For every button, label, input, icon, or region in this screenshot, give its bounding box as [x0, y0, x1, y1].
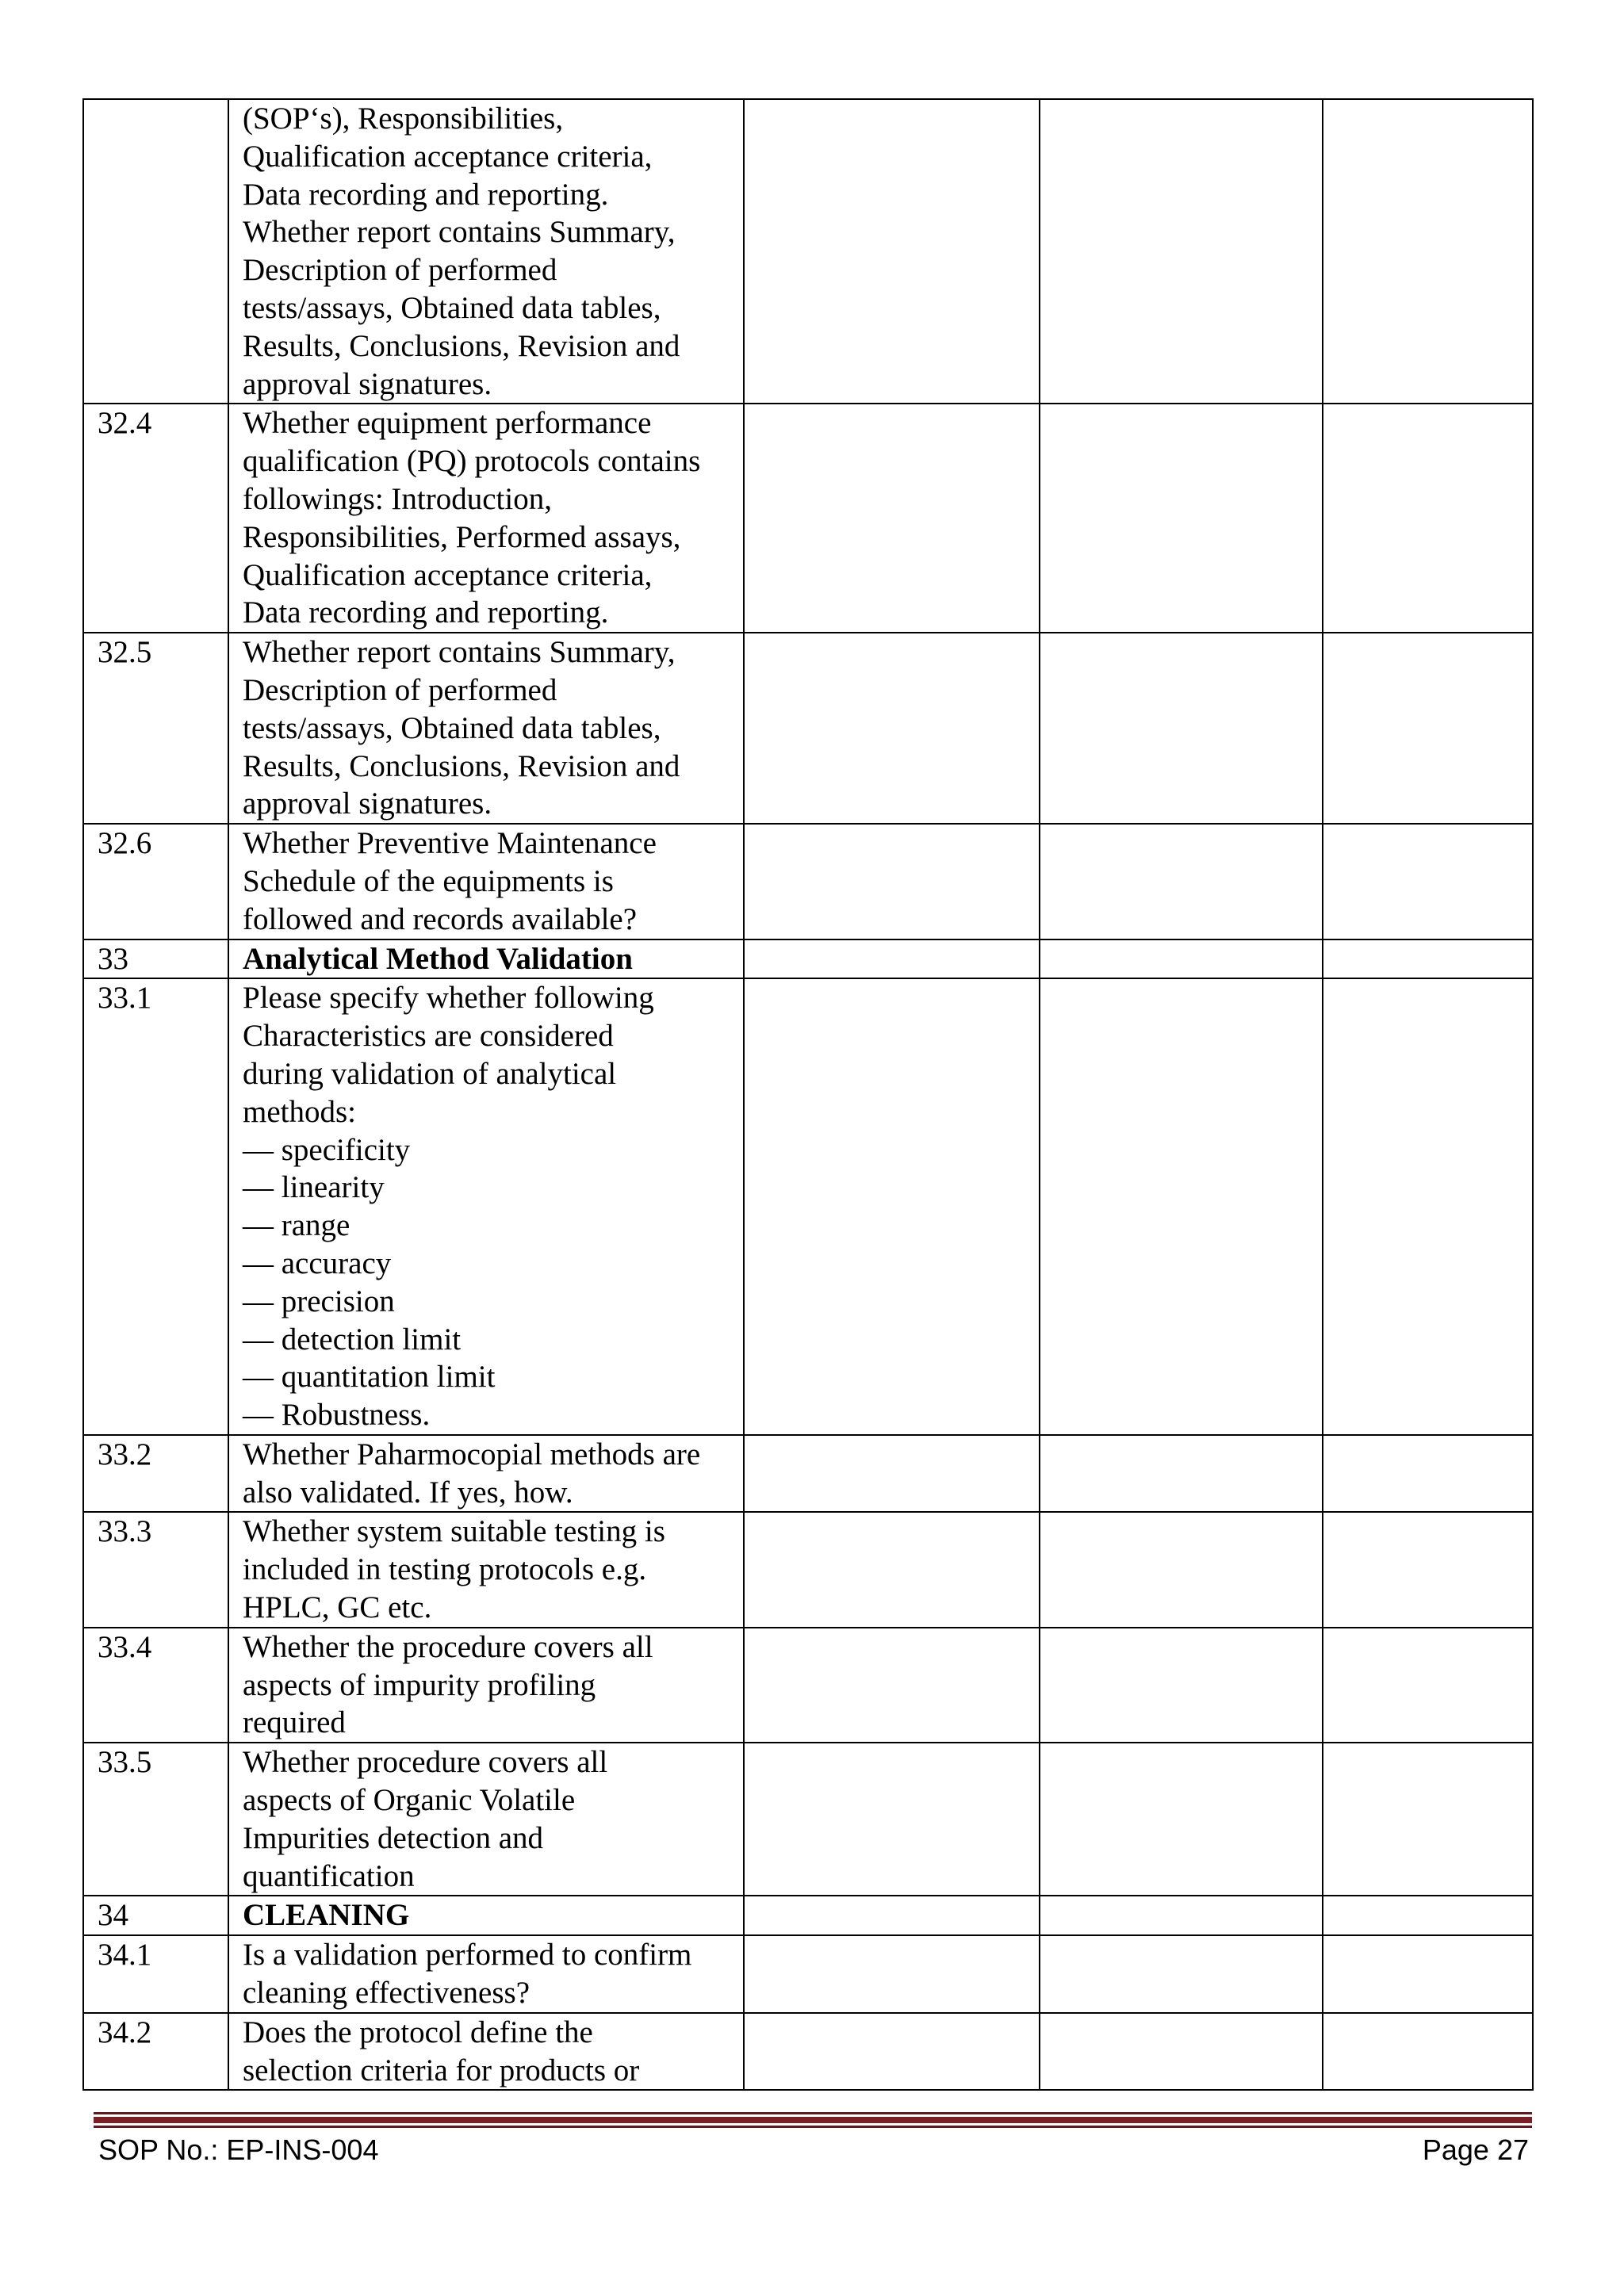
response-cell	[1323, 824, 1533, 939]
table-row	[83, 633, 1533, 824]
response-cell	[744, 1935, 1040, 2013]
row-item-text: Whether procedure covers all aspects of Organic Volatile Impurities detection and quantification	[228, 1743, 744, 1896]
row-item-text: Please specify whether following Characteristics are considered during validation of analytical methods: — specificity — linearity — range — accuracy — precision — detection limit — quantitation limit — Robustness.	[228, 978, 744, 1435]
response-cell	[744, 99, 1040, 404]
table-row	[83, 978, 1533, 1435]
response-cell	[744, 2013, 1040, 2091]
response-cell	[1323, 2013, 1533, 2091]
footer-rule-thick	[94, 2117, 1532, 2123]
response-cell	[744, 978, 1040, 1435]
response-cell	[1323, 1512, 1533, 1627]
row-item-text: Whether equipment performance qualification (PQ) protocols contains followings: Introduction, Responsibilities, Performed assays, Qualification acceptance criteria, Data recording and reporting.	[228, 404, 744, 633]
sop-number: SOP No.: EP-INS-004	[98, 2133, 379, 2166]
response-cell	[1040, 2013, 1323, 2091]
checklist-body	[83, 99, 1533, 2090]
response-cell	[744, 1743, 1040, 1896]
table-row	[83, 1512, 1533, 1627]
response-cell	[1323, 1435, 1533, 1513]
section-heading: Analytical Method Validation	[228, 939, 744, 979]
response-cell	[744, 633, 1040, 824]
response-cell	[1323, 1628, 1533, 1743]
response-cell	[1323, 939, 1533, 979]
response-cell	[1323, 633, 1533, 824]
row-item-text: Whether system suitable testing is included in testing protocols e.g. HPLC, GC etc.	[228, 1512, 744, 1627]
section-row	[83, 939, 1533, 979]
table-row	[83, 824, 1533, 939]
row-number: 33.3	[83, 1512, 228, 1627]
row-item-text: Whether the procedure covers all aspects of impurity profiling required	[228, 1628, 744, 1743]
response-cell	[1040, 824, 1323, 939]
response-cell	[1040, 1743, 1323, 1896]
row-number: 34.2	[83, 2013, 228, 2091]
row-number: 33.1	[83, 978, 228, 1435]
response-cell	[744, 1896, 1040, 1935]
row-item-text: Whether report contains Summary, Description of performed tests/assays, Obtained data tables, Results, Conclusions, Revision and approval signatures.	[228, 633, 744, 824]
response-cell	[744, 824, 1040, 939]
response-cell	[744, 1628, 1040, 1743]
row-number: 34.1	[83, 1935, 228, 2013]
response-cell	[1323, 404, 1533, 633]
response-cell	[1323, 1743, 1533, 1896]
response-cell	[1040, 939, 1323, 979]
footer-rule-bottom	[94, 2126, 1532, 2128]
response-cell	[1040, 404, 1323, 633]
row-item-text: Is a validation performed to confirm cleaning effectiveness?	[228, 1935, 744, 2013]
section-heading: CLEANING	[228, 1896, 744, 1935]
row-number: 33	[83, 939, 228, 979]
response-cell	[744, 404, 1040, 633]
response-cell	[1323, 1935, 1533, 2013]
checklist-table	[82, 98, 1534, 2091]
table-row	[83, 99, 1533, 404]
row-number: 33.5	[83, 1743, 228, 1896]
row-item-text: Whether Paharmocopial methods are also validated. If yes, how.	[228, 1435, 744, 1513]
table-row	[83, 1743, 1533, 1896]
table-row	[83, 2013, 1533, 2091]
response-cell	[1040, 1512, 1323, 1627]
response-cell	[1040, 1935, 1323, 2013]
row-number: 32.4	[83, 404, 228, 633]
row-number: 34	[83, 1896, 228, 1935]
table-row	[83, 1935, 1533, 2013]
response-cell	[1040, 99, 1323, 404]
row-number: 33.4	[83, 1628, 228, 1743]
response-cell	[1040, 1896, 1323, 1935]
response-cell	[1040, 1435, 1323, 1513]
response-cell	[744, 939, 1040, 979]
response-cell	[1323, 99, 1533, 404]
response-cell	[1040, 1628, 1323, 1743]
response-cell	[1040, 978, 1323, 1435]
response-cell	[744, 1435, 1040, 1513]
footer-rule-top	[94, 2112, 1532, 2114]
response-cell	[1323, 1896, 1533, 1935]
row-item-text: Whether Preventive Maintenance Schedule of the equipments is followed and records available?	[228, 824, 744, 939]
row-number: 32.5	[83, 633, 228, 824]
row-number	[83, 99, 228, 404]
row-number: 33.2	[83, 1435, 228, 1513]
response-cell	[744, 1512, 1040, 1627]
row-item-text: (SOP‘s), Responsibilities, Qualification acceptance criteria, Data recording and reporting. Whether report contains Summary, Description of performed tests/assays, Obtained data tables, Results, Conclusions, Revision and approval signatures.	[228, 99, 744, 404]
section-row	[83, 1896, 1533, 1935]
row-number: 32.6	[83, 824, 228, 939]
table-row	[83, 1628, 1533, 1743]
response-cell	[1323, 978, 1533, 1435]
row-item-text: Does the protocol define the selection criteria for products or	[228, 2013, 744, 2091]
response-cell	[1040, 633, 1323, 824]
table-row	[83, 1435, 1533, 1513]
table-row	[83, 404, 1533, 633]
page-number: Page 27	[1422, 2133, 1529, 2166]
